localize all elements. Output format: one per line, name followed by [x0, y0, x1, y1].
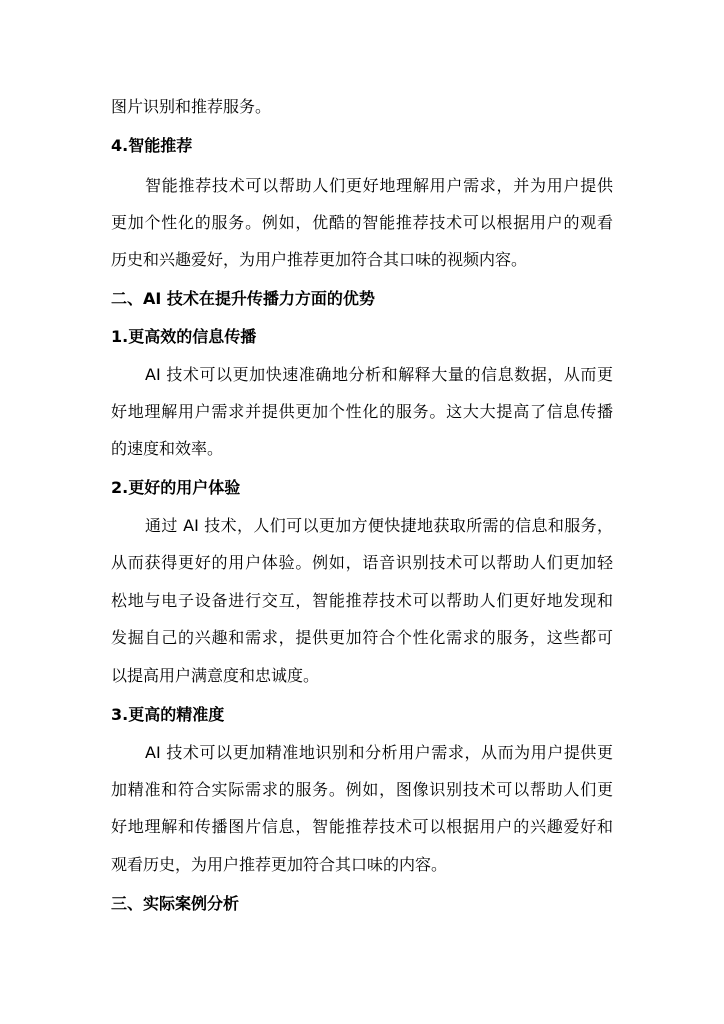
paragraph-line: AI 技术可以更加快速准确地分析和解释大量的信息数据，从而更: [145, 365, 613, 384]
paragraph-line: 图片识别和推荐服务。: [111, 97, 272, 116]
paragraph-line: 松地与电子设备进行交互，智能推荐技术可以帮助人们更好地发现和: [111, 591, 613, 610]
paragraph-line: 加精准和符合实际需求的服务。例如，图像识别技术可以帮助人们更: [111, 780, 613, 799]
paragraph-line: 从而获得更好的用户体验。例如，语音识别技术可以帮助人们更加轻: [111, 553, 613, 572]
paragraph-line: 通过 AI 技术，人们可以更加方便快捷地获取所需的信息和服务，: [145, 516, 613, 535]
paragraph-line: 好地理解用户需求并提供更加个性化的服务。这大大提高了信息传播: [111, 402, 613, 421]
paragraph-line: 历史和兴趣爱好，为用户推荐更加符合其口味的视频内容。: [111, 250, 528, 269]
paragraph-line: AI 技术可以更加精准地识别和分析用户需求，从而为用户提供更: [145, 743, 613, 762]
paragraph-line: 发掘自己的兴趣和需求，提供更加符合个性化需求的服务，这些都可: [111, 628, 613, 647]
paragraph-line: 好地理解和传播图片信息，智能推荐技术可以根据用户的兴趣爱好和: [111, 817, 613, 836]
section-heading-user-experience: 2.更好的用户体验: [111, 478, 241, 497]
paragraph-line: 以提高用户满意度和忠诚度。: [111, 666, 320, 685]
section-heading-smart-recommendation: 4.智能推荐: [111, 136, 193, 155]
chapter-heading-ai-advantages: 二、AI 技术在提升传播力方面的优势: [111, 289, 375, 308]
paragraph-line: 智能推荐技术可以帮助人们更好地理解用户需求，并为用户提供: [145, 176, 613, 195]
section-heading-precision: 3.更高的精准度: [111, 705, 225, 724]
section-heading-efficient-dissemination: 1.更高效的信息传播: [111, 327, 257, 346]
chapter-heading-case-analysis: 三、实际案例分析: [111, 894, 240, 913]
paragraph-line: 的速度和效率。: [111, 439, 224, 458]
paragraph-line: 观看历史，为用户推荐更加符合其口味的内容。: [111, 855, 448, 874]
paragraph-line: 更加个性化的服务。例如，优酷的智能推荐技术可以根据用户的观看: [111, 213, 613, 232]
